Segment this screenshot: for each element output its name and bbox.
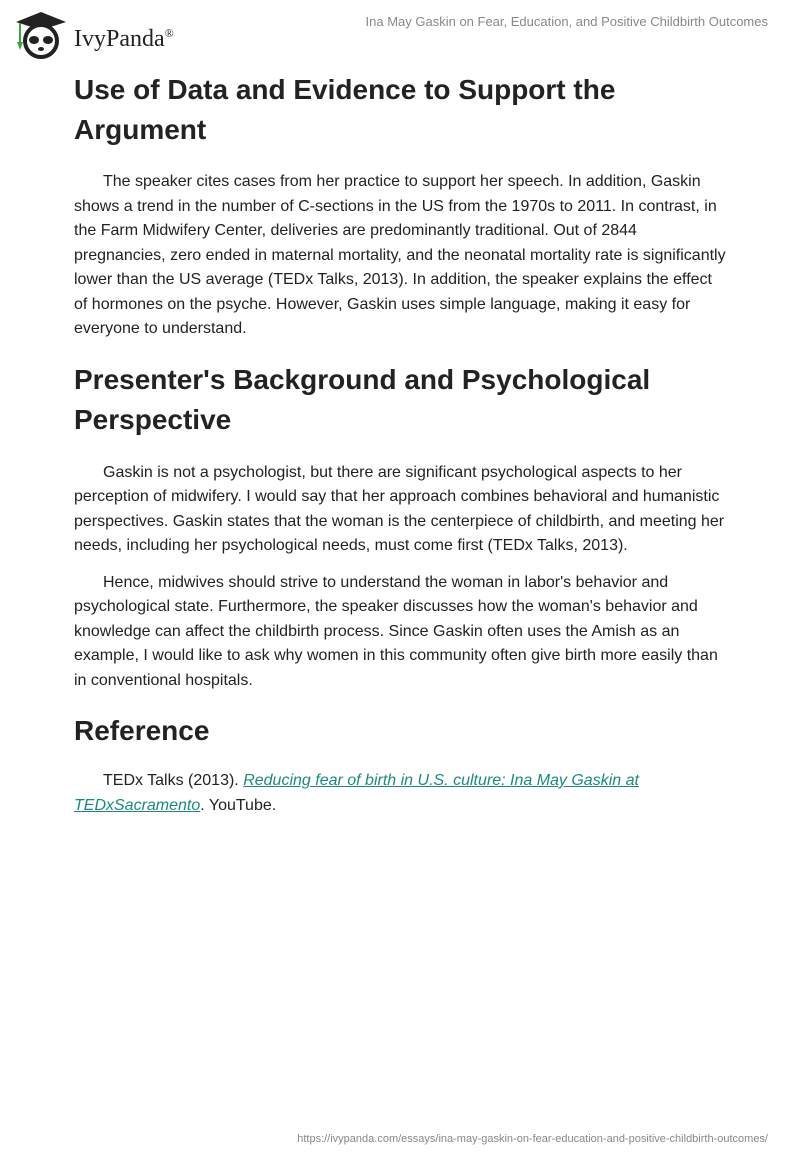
paragraph: The speaker cites cases from her practice to support her speech. In addition, Gaskin shows a trend in the number of C-sections in the US from the 1970s to 2011. In contrast, in the Farm Midwifery Center, deliveries are predominantly traditional. Out of 2844 pregnancies, zero ended in maternal mortality, and the neonatal mortality rate is significantly lower than the US average (TEDx Talks, 2013). In addition, the speaker explains the effect of hormones on the psyche. However, Gaskin uses simple language, making it easy for everyone to understand. (74, 173, 726, 337)
footer-url[interactable]: https://ivypanda.com/essays/ina-may-gaskin-on-fear-education-and-positive-childbirth-outcomes/ (297, 1133, 768, 1145)
panda-graduate-icon (12, 8, 70, 60)
document-title: Ina May Gaskin on Fear, Education, and Positive Childbirth Outcomes (365, 14, 768, 29)
essay-content (74, 70, 728, 818)
reference-link[interactable]: Reducing fear of birth in U.S. culture: Ina May Gaskin at TEDxSacramento (74, 772, 639, 814)
section-heading: Use of Data and Evidence to Support the Argument (74, 74, 616, 145)
section-heading: Presenter's Background and Psychological Perspective (74, 363, 651, 435)
ivypanda-logo[interactable] (12, 8, 174, 60)
paragraph: Gaskin is not a psychologist, but there are significant psychological aspects to her perception of midwifery. I would say that her approach combines behavioral and humanistic perspectives. Gaskin states that the woman is the centerpiece of childbirth, and meeting her needs, including her psychological needs, must come first (TEDx Talks, 2013). (74, 463, 725, 554)
reference-entry (74, 769, 728, 818)
logo-text: IvyPanda (74, 25, 165, 52)
reference-suffix: . YouTube. (200, 796, 277, 814)
paragraph: Hence, midwives should strive to understand the woman in labor's behavior and psychological state. Furthermore, the speaker discusses how the woman's behavior and knowledge can affect the childbirth process. Since Gaskin often uses the Amish as an example, I would like to ask why women in this community often give birth more easily than in conventional hospitals. (74, 573, 718, 689)
section-heading: Reference (74, 715, 210, 746)
registered-mark: ® (164, 25, 174, 40)
reference-prefix: TEDx Talks (2013). (103, 772, 244, 789)
